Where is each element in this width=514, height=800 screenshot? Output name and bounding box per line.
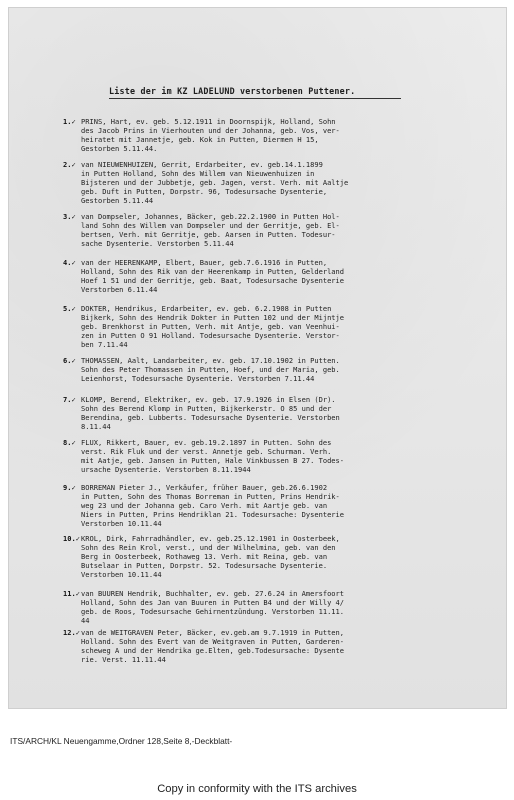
list-item	[63, 117, 497, 153]
entry-line: ursache Dysenterie. Verstorben 8.11.1944	[81, 465, 251, 474]
entry-line: van NIEUWENHUIZEN, Gerrit, Erdarbeiter, ev. geb.14.1.1899	[81, 160, 323, 169]
list-item	[63, 628, 497, 664]
entry-number-text: 11.	[63, 589, 76, 598]
entry-line: land Sohn des Willem van Dompseler und der Gerritje, geb. El-	[81, 221, 340, 230]
entry-line: van BUUREN Hendrik, Buchhalter, ev. geb. 27.6.24 in Amersfoort	[81, 589, 345, 598]
entry-number	[63, 628, 89, 637]
entry-line: Gestorben 5.11.44	[81, 196, 154, 205]
checkmark-icon: ✓	[75, 628, 80, 637]
list-item	[63, 258, 497, 294]
entry-line: Bijkerk, Sohn des Hendrik Dokter in Putten 102 und der Mijntje	[81, 313, 345, 322]
checkmark-icon: ✓	[71, 117, 76, 126]
checkmark-icon: ✓	[71, 160, 76, 169]
document-title: Liste der im KZ LADELUND verstorbenen Puttener.	[109, 86, 356, 96]
entry-line: KROL, Dirk, Fahrradhändler, ev. geb.25.12.1901 in Oosterbeek,	[81, 534, 340, 543]
entry-line: Sohn des Rein Krol, verst., und der Wilhelmina, geb. van den	[81, 543, 336, 552]
list-item	[63, 160, 497, 205]
entry-number	[63, 589, 89, 598]
entry-line: verst. Rik Fluk und der verst. Annetje geb. Schurman. Verh.	[81, 447, 332, 456]
entry-number	[63, 117, 89, 126]
entry-line: heiratet mit Jannetje, geb. Kok in Putten, Diermen H 15,	[81, 135, 319, 144]
entry-line: KLOMP, Berend, Elektriker, ev. geb. 17.9.1926 in Elsen (Dr).	[81, 395, 336, 404]
checkmark-icon: ✓	[75, 534, 80, 543]
entry-number-text: 4.	[63, 258, 72, 267]
entry-number	[63, 395, 89, 404]
checkmark-icon: ✓	[71, 304, 76, 313]
entry-line: Bijsteren und der Jubbetje, geb. Jagen, verst. Verh. mit Aaltje	[81, 178, 349, 187]
checkmark-icon: ✓	[75, 589, 80, 598]
entry-number	[63, 438, 89, 447]
entry-number-text: 3.	[63, 212, 72, 221]
entry-line: Verstorben 6.11.44	[81, 285, 158, 294]
entry-line: Holland, Sohn des Rik van der Heerenkamp in Putten, Gelderland	[81, 267, 345, 276]
checkmark-icon: ✓	[71, 395, 76, 404]
entry-number	[63, 258, 89, 267]
list-item	[63, 304, 497, 349]
title-underline	[109, 98, 401, 99]
entry-line: ben 7.11.44	[81, 340, 128, 349]
list-item	[63, 483, 497, 528]
entry-number	[63, 356, 89, 365]
entry-line: des Jacob Prins in Vierhouten und der Johanna, geb. Vos, ver-	[81, 126, 340, 135]
entry-line: Berg in Oosterbeek, Rothaweg 13. Verh. mit Reina, geb. van	[81, 552, 328, 561]
checkmark-icon: ✓	[71, 212, 76, 221]
entry-line: zen in Putten O 91 Holland. Todesursache Dysenterie. Verstor-	[81, 331, 340, 340]
entry-line: Niers in Putten, Prins Hendriklan 21. Todesursache: Dysenterie	[81, 510, 345, 519]
entry-number-text: 8.	[63, 438, 72, 447]
entry-number-text: 7.	[63, 395, 72, 404]
entry-line: weg 23 und der Johanna geb. Caro Verh. mit Aartje geb. van	[81, 501, 328, 510]
entry-number	[63, 483, 89, 492]
entry-number	[63, 212, 89, 221]
entry-line: van der HEERENKAMP, Elbert, Bauer, geb.7.6.1916 in Putten,	[81, 258, 328, 267]
entry-line: Gestorben 5.11.44.	[81, 144, 158, 153]
entry-line: rie. Verst. 11.11.44	[81, 655, 166, 664]
entry-line: Hoef 1 51 und der Gerritje, geb. Baat, Todesursache Dysenterie	[81, 276, 345, 285]
entry-line: Sohn des Berend Klomp in Putten, Bijkerkerstr. O 85 und der	[81, 404, 332, 413]
entry-number	[63, 160, 89, 169]
list-item	[63, 212, 497, 248]
entry-number-text: 2.	[63, 160, 72, 169]
entry-line: geb. Duft in Putten, Dorpstr. 96, Todesursache Dysenterie,	[81, 187, 328, 196]
entry-line: Verstorben 10.11.44	[81, 519, 162, 528]
checkmark-icon: ✓	[71, 356, 76, 365]
checkmark-icon: ✓	[71, 258, 76, 267]
entry-line: bertsen, Verh. mit Gerritje, geb. Aarsen in Putten. Todesur-	[81, 230, 336, 239]
checkmark-icon: ✓	[71, 483, 76, 492]
entry-line: van de WEITGRAVEN Peter, Bäcker, ev.geb.am 9.7.1919 in Putten,	[81, 628, 345, 637]
archive-reference: ITS/ARCH/KL Neuengamme,Ordner 128,Seite 8,-Deckblatt-	[10, 736, 233, 746]
entry-number-text: 10.	[63, 534, 76, 543]
entry-line: 8.11.44	[81, 422, 111, 431]
entry-line: BORREMAN Pieter J., Verkäufer, früher Bauer, geb.26.6.1902	[81, 483, 328, 492]
entry-line: Butselaar in Putten, Dorpstr. 52. Todesursache Dysenterie.	[81, 561, 328, 570]
copy-conformity-note: Copy in conformity with the ITS archives	[157, 783, 357, 795]
entry-line: sache Dysenterie. Verstorben 5.11.44	[81, 239, 234, 248]
entry-line: scheweg A und der Hendrika ge.Elten, geb.Todesursache: Dysente	[81, 646, 345, 655]
checkmark-icon: ✓	[71, 438, 76, 447]
entry-line: DOKTER, Hendrikus, Erdarbeiter, ev. geb. 6.2.1908 in Putten	[81, 304, 332, 313]
entry-line: PRINS, Hart, ev. geb. 5.12.1911 in Doornspijk, Holland, Sohn	[81, 117, 336, 126]
entry-line: Holland. Sohn des Evert van de Weitgraven in Putten, Garderen-	[81, 637, 345, 646]
list-item	[63, 534, 497, 579]
entry-number-text: 1.	[63, 117, 72, 126]
list-item	[63, 395, 497, 431]
entry-line: mit Aatje, geb. Jansen in Putten, Hale Vinkbussen B 27. Todes-	[81, 456, 345, 465]
entry-number	[63, 304, 89, 313]
entry-line: Holland, Sohn des Jan van Buuren in Putten B4 und der Willy 4/	[81, 598, 345, 607]
entry-number-text: 12.	[63, 628, 76, 637]
scanned-document	[8, 7, 507, 709]
list-item	[63, 356, 497, 383]
entry-line: 44	[81, 616, 90, 625]
entry-line: Berendina, geb. Lubberts. Todesursache Dysenterie. Verstorben	[81, 413, 340, 422]
entry-number	[63, 534, 89, 543]
entry-line: Sohn des Peter Thomassen in Putten, Hoef, und der Maria, geb.	[81, 365, 340, 374]
entry-line: THOMASSEN, Aalt, Landarbeiter, ev. geb. 17.10.1902 in Putten.	[81, 356, 340, 365]
entry-line: Verstorben 10.11.44	[81, 570, 162, 579]
list-item	[63, 438, 497, 474]
entry-line: FLUX, Rikkert, Bauer, ev. geb.19.2.1897 in Putten. Sohn des	[81, 438, 332, 447]
entry-line: in Putten Holland, Sohn des Willem van Nieuwenhuizen in	[81, 169, 315, 178]
entry-line: geb. de Roos, Todesursache Gehirnentzündung. Verstorben 11.11.	[81, 607, 345, 616]
entry-line: van Dompseler, Johannes, Bäcker, geb.22.2.1900 in Putten Hol-	[81, 212, 340, 221]
entry-number-text: 6.	[63, 356, 72, 365]
entry-line: Leienhorst, Todesursache Dysenterie. Verstorben 7.11.44	[81, 374, 315, 383]
entry-line: in Putten, Sohn des Thomas Borreman in Putten, Prins Hendrik-	[81, 492, 340, 501]
entry-number-text: 5.	[63, 304, 72, 313]
entry-line: geb. Brenkhorst in Putten, Verh. mit Antje, geb. van Veenhui-	[81, 322, 340, 331]
list-item	[63, 589, 497, 625]
entry-number-text: 9.	[63, 483, 72, 492]
